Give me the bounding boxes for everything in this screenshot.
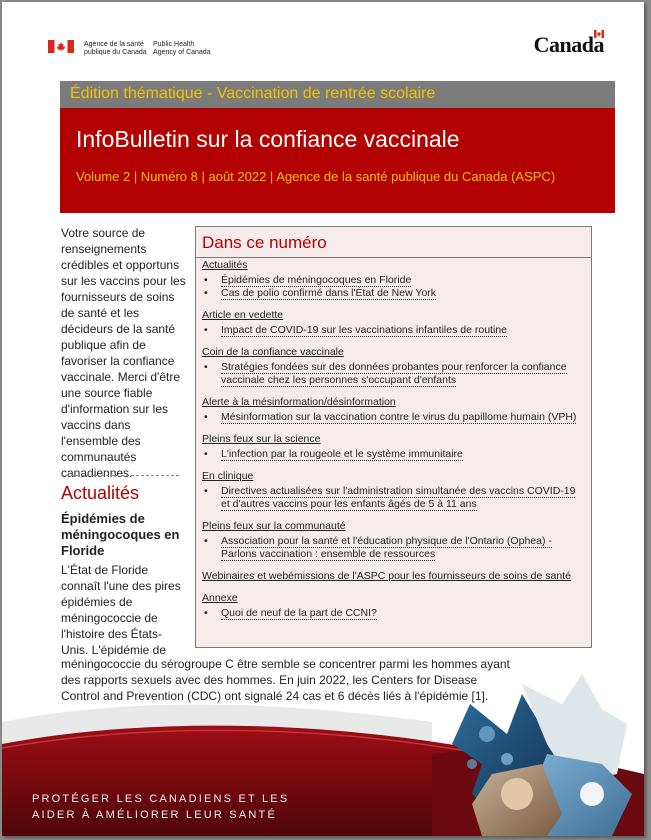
agency-en-line-2: Agency of Canada xyxy=(153,49,211,56)
agency-name-fr xyxy=(84,41,147,57)
toc-item-link[interactable]: Épidémies de méningocoques en Floride xyxy=(221,274,412,286)
toc-category[interactable]: Alerte à la mésinformation/désinformation xyxy=(202,396,396,408)
toc-category[interactable]: Actualités xyxy=(202,259,248,271)
toc-item-link[interactable]: Directives actualisées sur l'administration simultanée des vaccins COVID-19 et d'autres vaccins pour les enfants âgés de 5 à 11 ans xyxy=(221,485,576,510)
agency-en-line-1: Public Health xyxy=(153,41,195,48)
toc-category[interactable]: Webinaires et webémissions de l'ASPC pour les fournisseurs de soins de santé xyxy=(202,570,571,582)
toc-item-list xyxy=(202,448,585,461)
toc-item[interactable] xyxy=(202,607,585,620)
article-body-narrow: L'État de Floride connaît l'une des pires épidémies de méningococcie de l'histoire des États-Unis. L'épidémie de xyxy=(61,563,181,657)
toc-list xyxy=(202,259,585,620)
toc-category[interactable]: Coin de la confiance vaccinale xyxy=(202,346,344,358)
toc-item-list xyxy=(202,535,585,561)
document-page xyxy=(2,2,644,836)
toc-category[interactable]: En clinique xyxy=(202,470,254,482)
agency-fr-line-2: publique du Canada xyxy=(84,49,147,56)
table-of-contents xyxy=(195,226,592,648)
toc-item-list xyxy=(202,361,585,387)
theme-banner xyxy=(60,81,615,108)
intro-paragraph: Votre source de renseignements crédibles et opportuns sur les vaccins pour les fournisseurs de soins de santé et les décideurs de la santé publique afin de favoriser la confiance vaccinale. Merci d'être une source fiable d'information sur les vaccins dans l'ensemble des communautés canadiennes. xyxy=(61,226,186,480)
section-divider xyxy=(61,475,179,476)
toc-item-link[interactable]: Quoi de neuf de la part de CCNI? xyxy=(221,607,377,619)
toc-category[interactable]: Article en vedette xyxy=(202,309,284,321)
toc-item-link[interactable]: Impact de COVID-19 sur les vaccinations infantiles de routine xyxy=(221,324,507,336)
section-heading-actualites: Actualités xyxy=(61,483,140,503)
toc-heading-rule xyxy=(196,257,591,258)
toc-heading: Dans ce numéro xyxy=(202,233,327,252)
toc-item-list xyxy=(202,411,585,424)
tagline-line-1: PROTÉGER LES CANADIENS ET LES xyxy=(32,793,290,805)
toc-item-list xyxy=(202,607,585,620)
toc-item-link[interactable]: L'infection par la rougeole et le système immunitaire xyxy=(221,448,463,460)
header-bar xyxy=(2,2,644,74)
theme-text: Édition thématique - Vaccination de rentrée scolaire xyxy=(70,85,436,102)
toc-item-link[interactable]: Association pour la santé et l'éducation physique de l'Ontario (Ophea) - Parlons vaccination : ensemble de ressources xyxy=(221,535,552,560)
toc-item[interactable] xyxy=(202,287,585,300)
toc-item-link[interactable]: Mésinformation sur la vaccination contre le virus du papillome humain (VPH) xyxy=(221,411,577,423)
toc-item[interactable] xyxy=(202,448,585,461)
toc-item-list xyxy=(202,324,585,337)
toc-category[interactable]: Annexe xyxy=(202,592,238,604)
toc-category[interactable]: Pleins feux sur la science xyxy=(202,433,321,445)
agency-name-en xyxy=(153,41,211,57)
toc-item[interactable] xyxy=(202,411,585,424)
footer-tagline xyxy=(32,791,289,823)
toc-item-list xyxy=(202,485,585,511)
canada-wordmark: Canada xyxy=(533,32,604,57)
toc-item-link[interactable]: Stratégies fondées sur des données probantes pour renforcer la confiance vaccinale chez les personnes s'occupant d'enfants xyxy=(221,361,567,386)
toc-category[interactable]: Pleins feux sur la communauté xyxy=(202,520,346,532)
issue-info: Volume 2 | Numéro 8 | août 2022 | Agence de la santé publique du Canada (ASPC) xyxy=(76,169,556,184)
article-body-wide: méningococcie du sérogroupe C être semble se concentrer parmi les hommes ayant des rapports sexuels avec des hommes. En juin 2022, les Centers for Disease Control and Prevention (CDC) ont signalé 24 cas et 6 décès liés à l'épidémie [1]. xyxy=(61,657,510,703)
page-title: InfoBulletin sur la confiance vaccinale xyxy=(76,126,460,152)
agency-fr-line-1: Agence de la santé xyxy=(84,41,144,48)
toc-item[interactable] xyxy=(202,324,585,337)
tagline-line-2: AIDER À AMÉLIORER LEUR SANTÉ xyxy=(32,809,277,821)
canada-flag-icon xyxy=(48,40,74,53)
toc-item[interactable] xyxy=(202,485,585,511)
toc-item[interactable] xyxy=(202,535,585,561)
toc-item-link[interactable]: Cas de polio confirmé dans l'État de New York xyxy=(221,287,437,299)
toc-item[interactable] xyxy=(202,274,585,287)
article-heading: Épidémies de méningocoques en Floride xyxy=(61,511,180,558)
title-banner xyxy=(60,108,615,213)
toc-item[interactable] xyxy=(202,361,585,387)
toc-item-list xyxy=(202,274,585,300)
maple-leaf-photo-collage xyxy=(452,674,632,836)
